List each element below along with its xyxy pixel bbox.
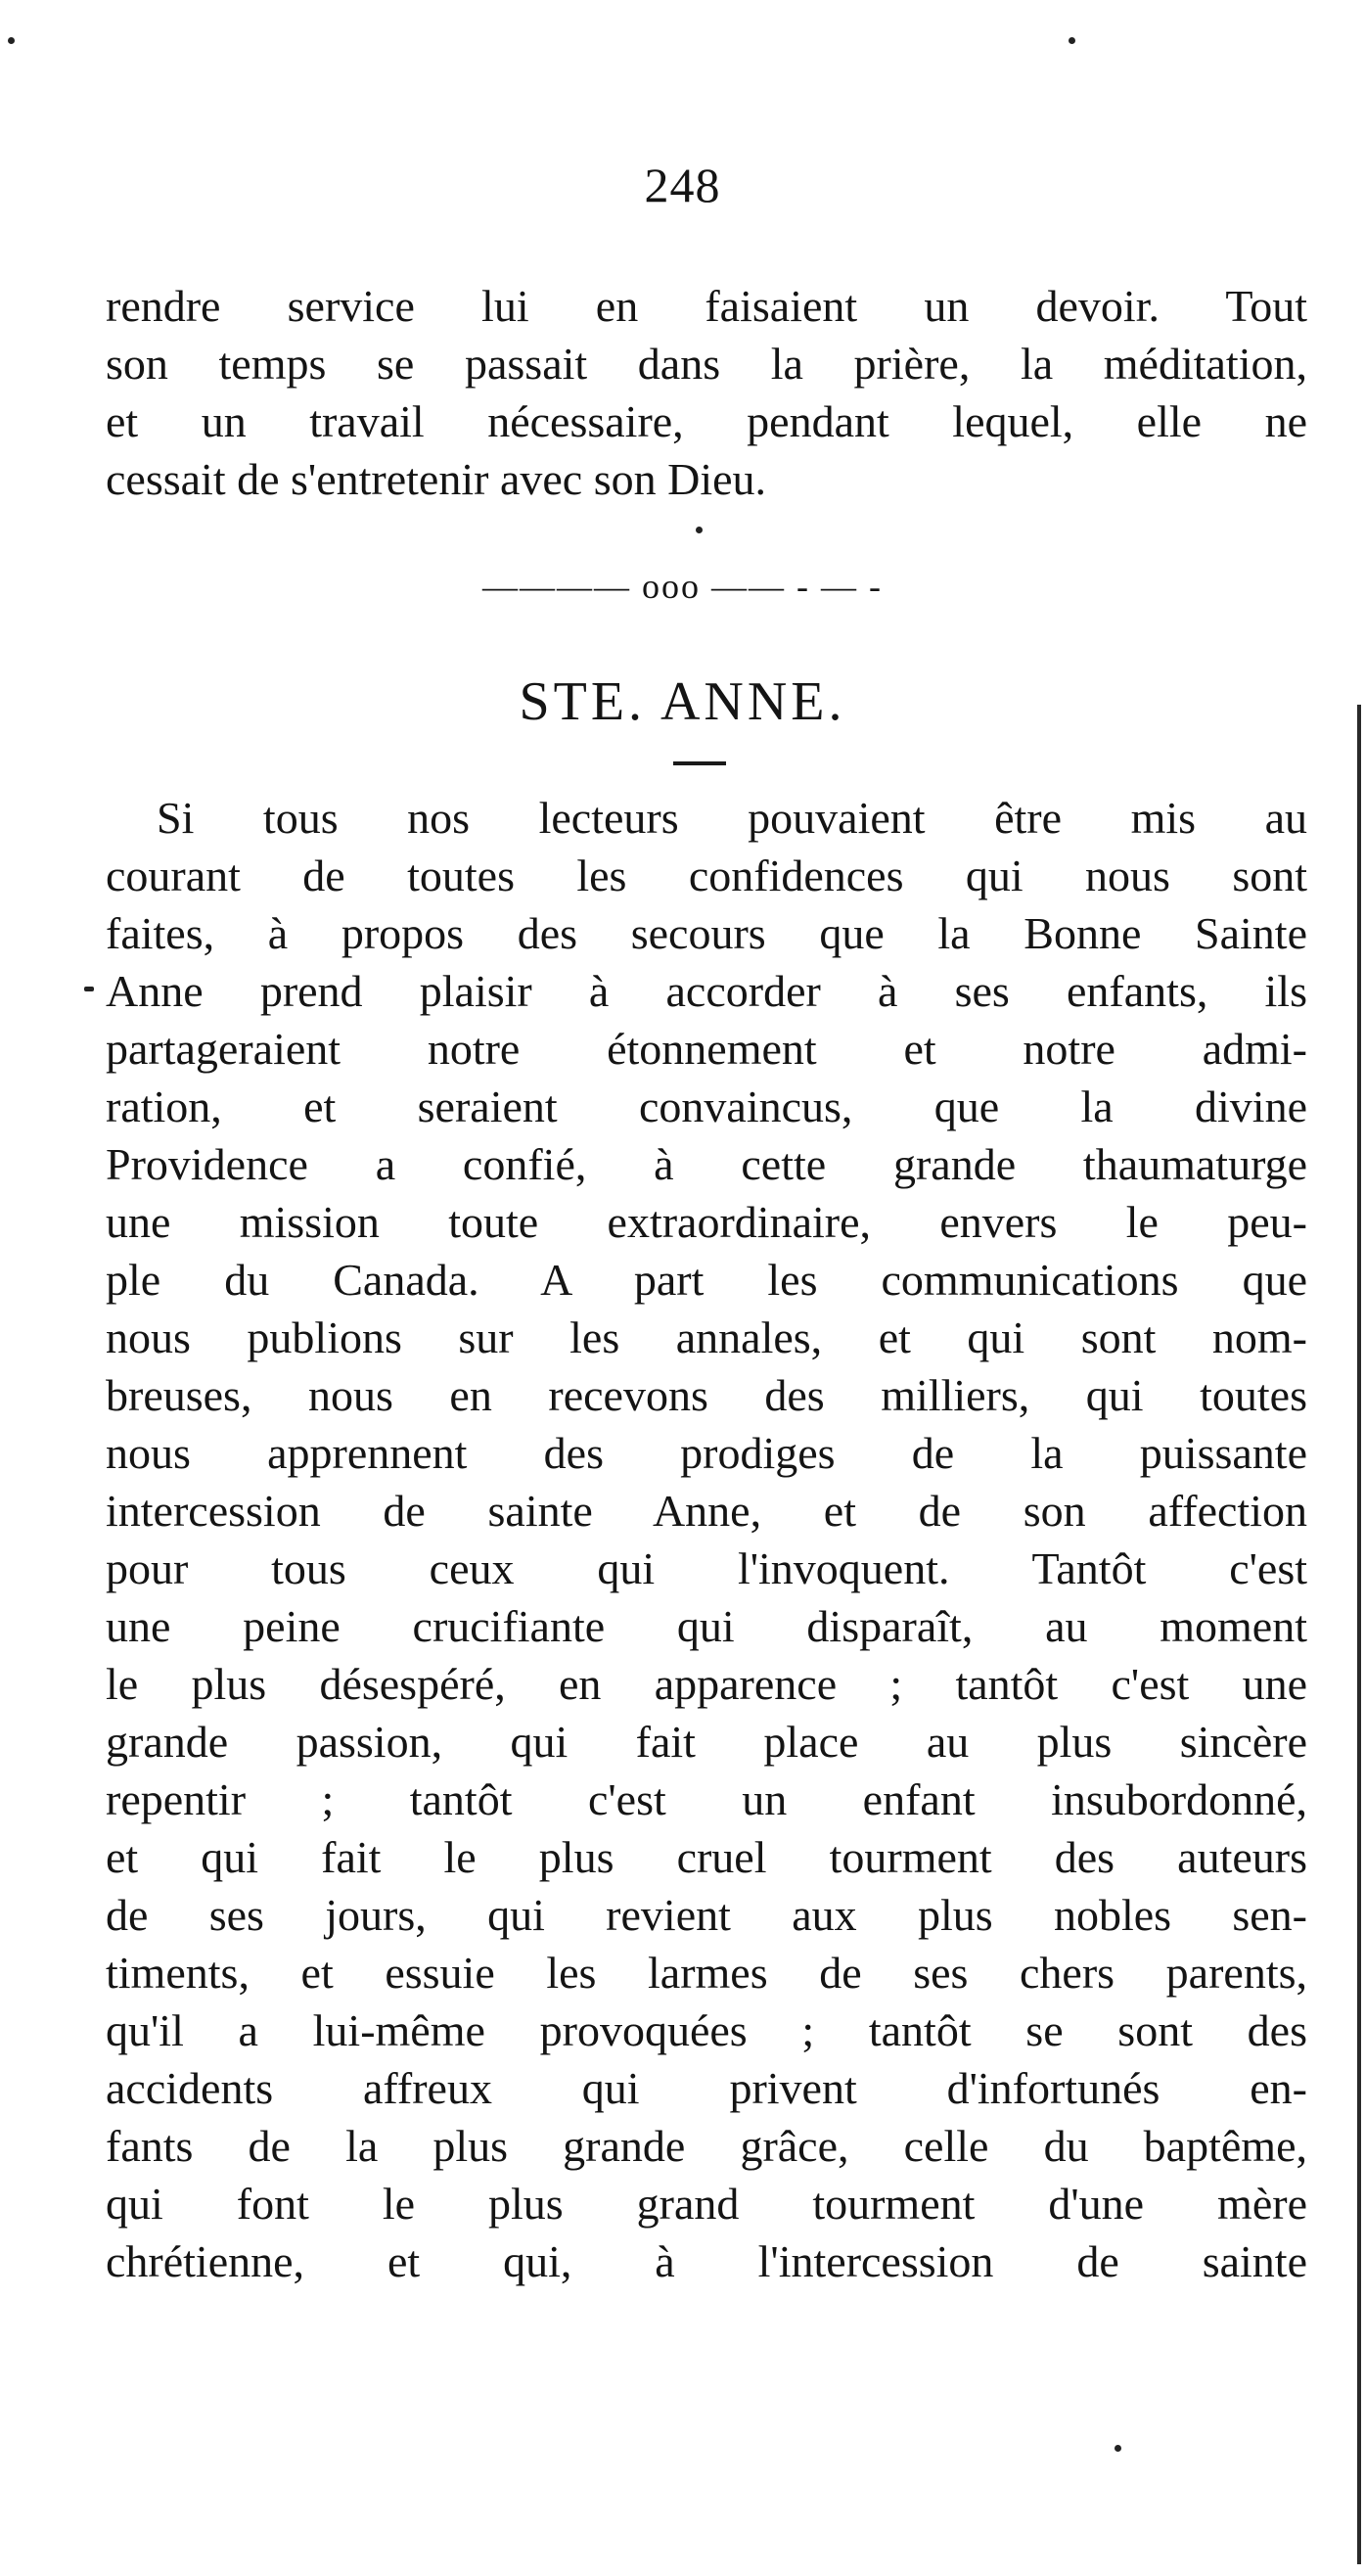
- text-line: Si tous nos lecteurs pouvaient être mis au: [157, 793, 1307, 843]
- page-edge-rule: [1357, 705, 1361, 2564]
- text-line: ration, et seraient convaincus, que la divine: [106, 1081, 1307, 1131]
- text-line: et un travail nécessaire, pendant lequel, elle ne: [106, 396, 1307, 446]
- margin-speck: [1069, 37, 1075, 44]
- text-line: qu'il a lui-même provoquées ; tantôt se sont des: [106, 2005, 1307, 2055]
- text-line: partageraient notre étonnement et notre admi-: [106, 1024, 1307, 1074]
- text-line: cessait de s'entretenir avec son Dieu.: [106, 454, 767, 504]
- text-line: le plus désespéré, en apparence ; tantôt c'est une: [106, 1659, 1307, 1709]
- text-line: nous apprennent des prodiges de la puissante: [106, 1428, 1307, 1478]
- text-line: repentir ; tantôt c'est un enfant insubordonné,: [106, 1774, 1307, 1824]
- section-title: STE. ANNE.: [519, 671, 846, 732]
- text-line: ple du Canada. A part les communications que: [106, 1255, 1307, 1305]
- margin-speck: [84, 987, 94, 991]
- text-line: grande passion, qui fait place au plus sincère: [106, 1717, 1307, 1767]
- text-line: une mission toute extraordinaire, envers le peu-: [106, 1197, 1307, 1247]
- text-line: chrétienne, et qui, à l'intercession de sainte: [106, 2236, 1307, 2286]
- text-line: intercession de sainte Anne, et de son affection: [106, 1486, 1307, 1536]
- text-line: qui font le plus grand tourment d'une mère: [106, 2179, 1307, 2229]
- margin-speck: [1115, 2445, 1121, 2452]
- text-line: timents, et essuie les larmes de ses chers parents,: [106, 1948, 1307, 1998]
- text-line: rendre service lui en faisaient un devoir. Tout: [106, 281, 1307, 331]
- text-line: de ses jours, qui revient aux plus nobles sen-: [106, 1890, 1307, 1940]
- text-line: son temps se passait dans la prière, la méditation,: [106, 339, 1307, 389]
- title-underline: [673, 761, 726, 765]
- text-line: breuses, nous en recevons des milliers, qui toutes: [106, 1370, 1307, 1420]
- text-line: accidents affreux qui privent d'infortunés en-: [106, 2063, 1307, 2113]
- text-line: une peine crucifiante qui disparaît, au moment: [106, 1601, 1307, 1651]
- text-line: courant de toutes les confidences qui nous sont: [106, 851, 1307, 900]
- margin-speck: [8, 37, 15, 44]
- body-paragraph: [106, 789, 1307, 2290]
- text-line: Providence a confié, à cette grande thaumaturge: [106, 1139, 1307, 1189]
- text-line: faites, à propos des secours que la Bonne Sainte: [106, 908, 1307, 958]
- top-paragraph: [106, 277, 1307, 508]
- text-line: et qui fait le plus cruel tourment des auteurs: [106, 1832, 1307, 1882]
- text-line: nous publions sur les annales, et qui sont nom-: [106, 1312, 1307, 1362]
- text-line: pour tous ceux qui l'invoquent. Tantôt c'est: [106, 1543, 1307, 1593]
- page-number: 248: [644, 158, 721, 212]
- margin-speck: [696, 527, 703, 533]
- text-line: fants de la plus grande grâce, celle du baptême,: [106, 2121, 1307, 2171]
- section-separator: ———— ooo —— - — -: [482, 567, 883, 606]
- text-line: Anne prend plaisir à accorder à ses enfants, ils: [106, 966, 1307, 1016]
